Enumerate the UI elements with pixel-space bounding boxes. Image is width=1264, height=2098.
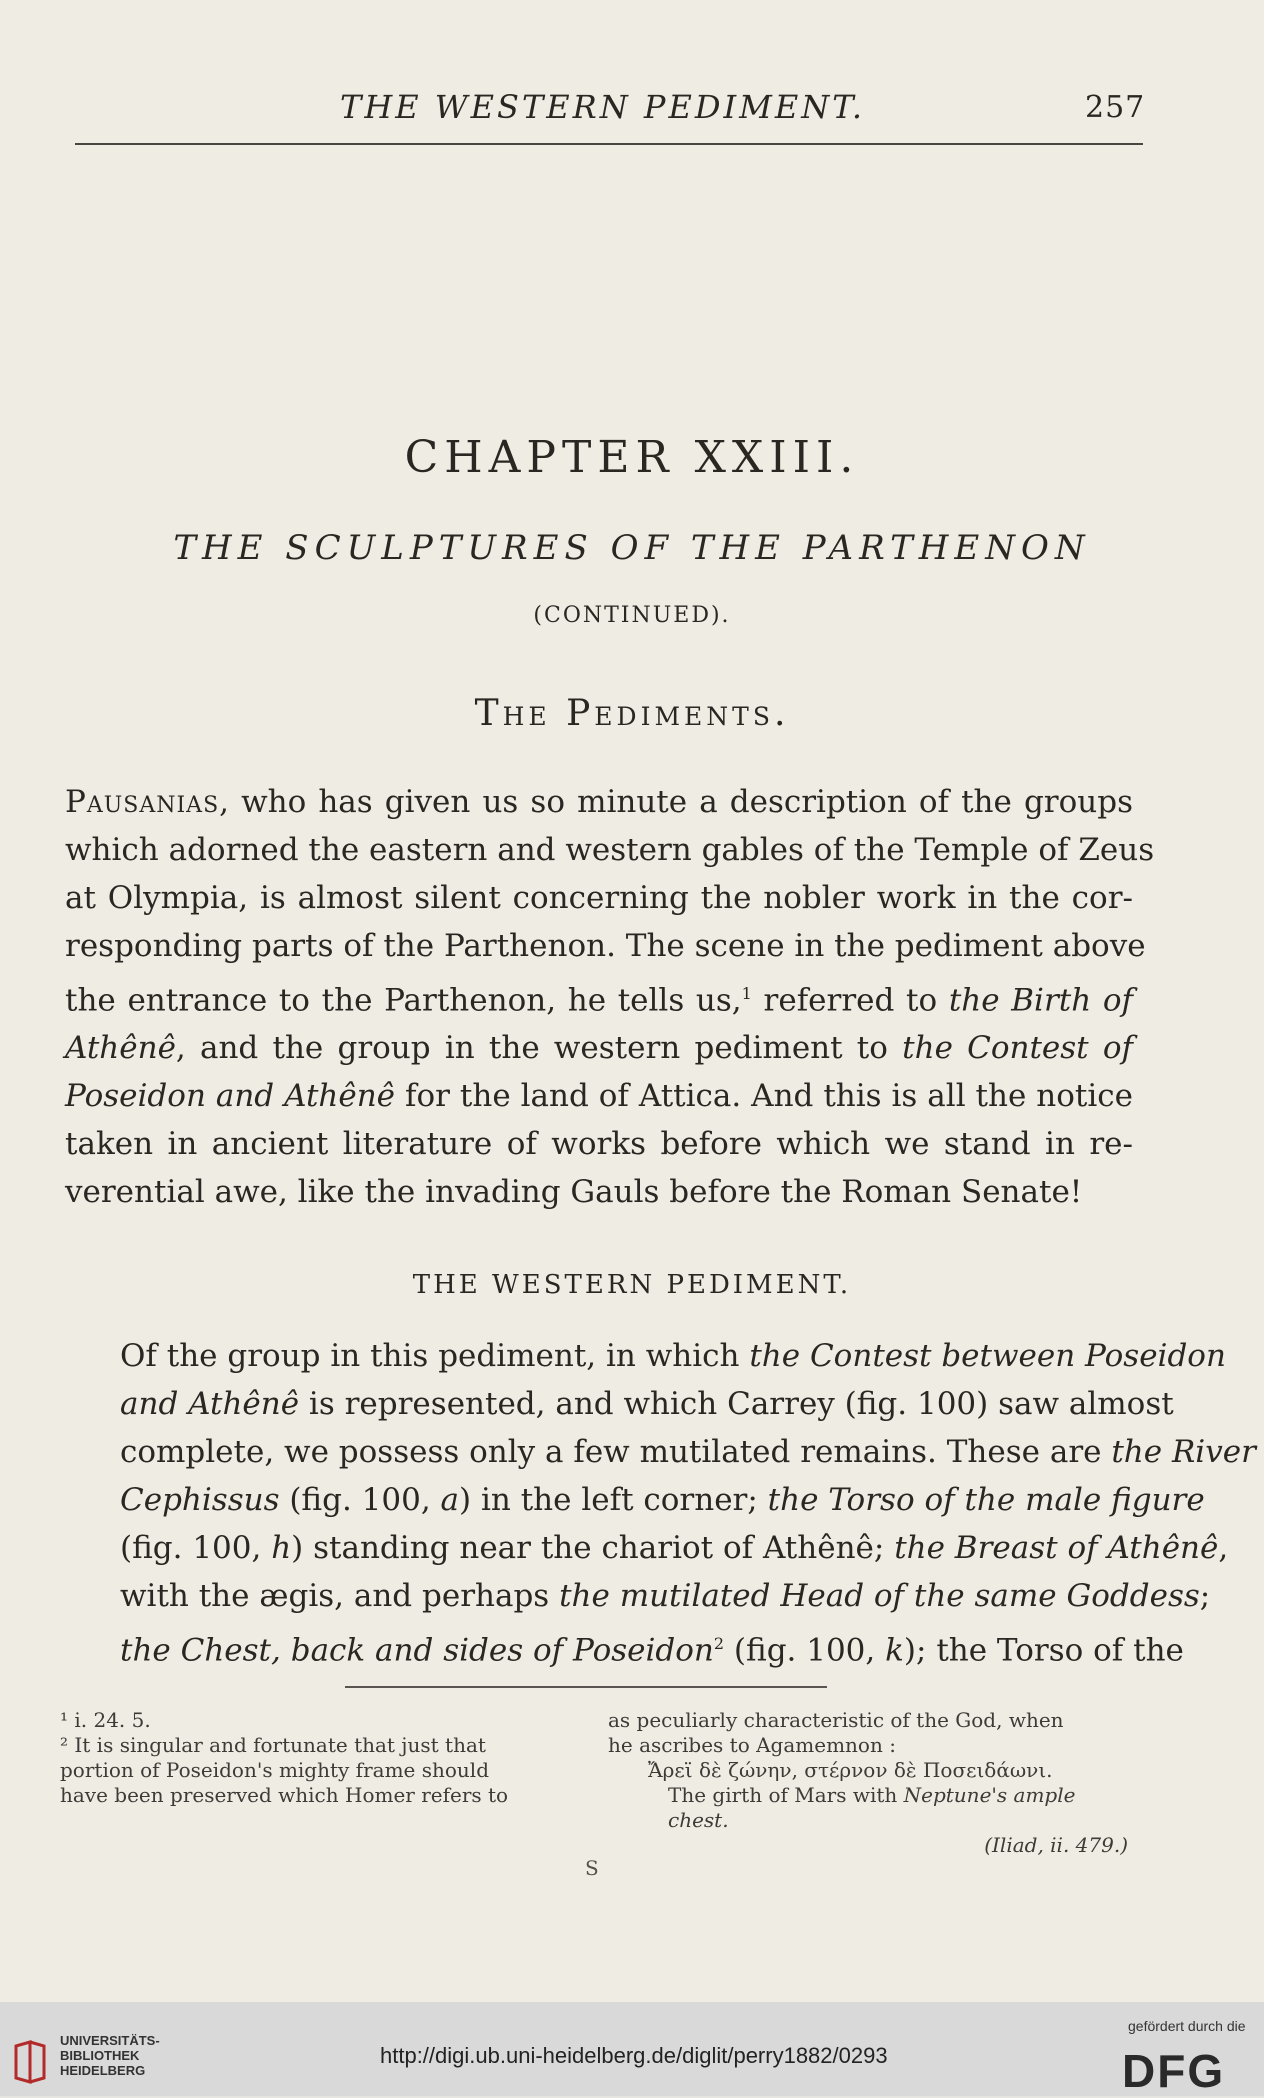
- paragraph-line: Cephissus (fig. 100, a) in the left corner; the Torso of the male figure: [120, 1482, 1205, 1518]
- chapter-title: CHAPTER XXIII.: [404, 432, 860, 483]
- paragraph-line: with the ægis, and perhaps the mutilated Head of the same Goddess;: [120, 1578, 1211, 1614]
- chapter-continued-note: (CONTINUED).: [533, 603, 731, 628]
- chapter-subtitle: THE SCULPTURES OF THE PARTHENON: [173, 528, 1091, 568]
- footnote-line: ² It is singular and fortunate that just that: [60, 1733, 486, 1757]
- paragraph-line: responding parts of the Parthenon. The scene in the pediment above: [65, 928, 1146, 964]
- footnote-ref-1: 1: [741, 984, 752, 1003]
- paragraph-line: verential awe, like the invading Gauls before the Roman Senate!: [65, 1174, 1083, 1211]
- footnote-rule: [345, 1686, 827, 1688]
- page-number: 257: [1085, 90, 1146, 125]
- footnote-translation: The girth of Mars with Neptune's ample chest.: [668, 1783, 1076, 1832]
- footnote-line: as peculiarly characteristic of the God, when: [608, 1708, 1064, 1732]
- paragraph-line: Of the group in this pediment, in which the Contest between Poseidon: [120, 1338, 1226, 1374]
- paragraph-pausanias: [65, 778, 1155, 1216]
- paragraph-line: Pausanias, who has given us so minute a description of the groups: [65, 784, 1133, 820]
- footnote-line: have been preserved which Homer refers to: [60, 1783, 509, 1807]
- paragraph-line: at Olympia, is almost silent concerning the nobler work in the cor-: [65, 880, 1133, 916]
- subsection-title: THE WESTERN PEDIMENT.: [412, 1270, 852, 1300]
- permalink-url[interactable]: http://digi.ub.uni-heidelberg.de/diglit/perry1882/0293: [380, 2043, 888, 2068]
- paragraph-western-pediment: [65, 1332, 1256, 1674]
- signature-mark: S: [585, 1856, 599, 1880]
- paragraph-line: the entrance to the Parthenon, he tells us,$^1$ referred to the Birth of: [65, 982, 1133, 1019]
- footnotes-right-column: [608, 1708, 1128, 1858]
- paragraph-line: complete, we possess only a few mutilated remains. These are the River: [120, 1434, 1256, 1470]
- footnote-line: he ascribes to Agamemnon :: [608, 1733, 896, 1757]
- library-logo-icon: [12, 2040, 48, 2084]
- section-title: The Pediments.: [474, 693, 790, 734]
- footnotes-left-column: [60, 1708, 575, 1808]
- footnote-greek-quote: Ἄρεϊ δὲ ζώνην, στέρνον δὲ Ποσειδάωνι.: [648, 1758, 1053, 1782]
- paragraph-line: Athênê, and the group in the western pediment to the Contest of: [65, 1030, 1133, 1067]
- paragraph-line: Poseidon and Athênê for the land of Attica. And this is all the notice: [65, 1078, 1133, 1115]
- footnote-ref-2: 2: [713, 1634, 725, 1653]
- footnote-line: portion of Poseidon's mighty frame should: [60, 1758, 489, 1782]
- paragraph-line: which adorned the eastern and western gables of the Temple of Zeus: [65, 832, 1155, 868]
- running-head-title: THE WESTERN PEDIMENT.: [340, 88, 866, 126]
- funded-by-label: gefördert durch die: [1128, 2018, 1246, 2034]
- footnote-line: ¹ i. 24. 5.: [60, 1708, 151, 1732]
- paragraph-line: (fig. 100, h) standing near the chariot of Athênê; the Breast of Athênê,: [120, 1530, 1229, 1566]
- paragraph-line: and Athênê is represented, and which Carrey (fig. 100) saw almost: [120, 1386, 1174, 1422]
- library-name: UNIVERSITÄTS- BIBLIOTHEK HEIDELBERG: [60, 2033, 160, 2078]
- dfg-logo: DFG: [1122, 2045, 1226, 2097]
- footnote-citation: (Iliad, ii. 479.): [984, 1833, 1128, 1857]
- paragraph-line: the Chest, back and sides of Poseidon$^2$ (fig. 100, k); the Torso of the: [120, 1632, 1184, 1669]
- header-rule: [75, 143, 1143, 145]
- paragraph-line: taken in ancient literature of works before which we stand in re-: [65, 1126, 1133, 1163]
